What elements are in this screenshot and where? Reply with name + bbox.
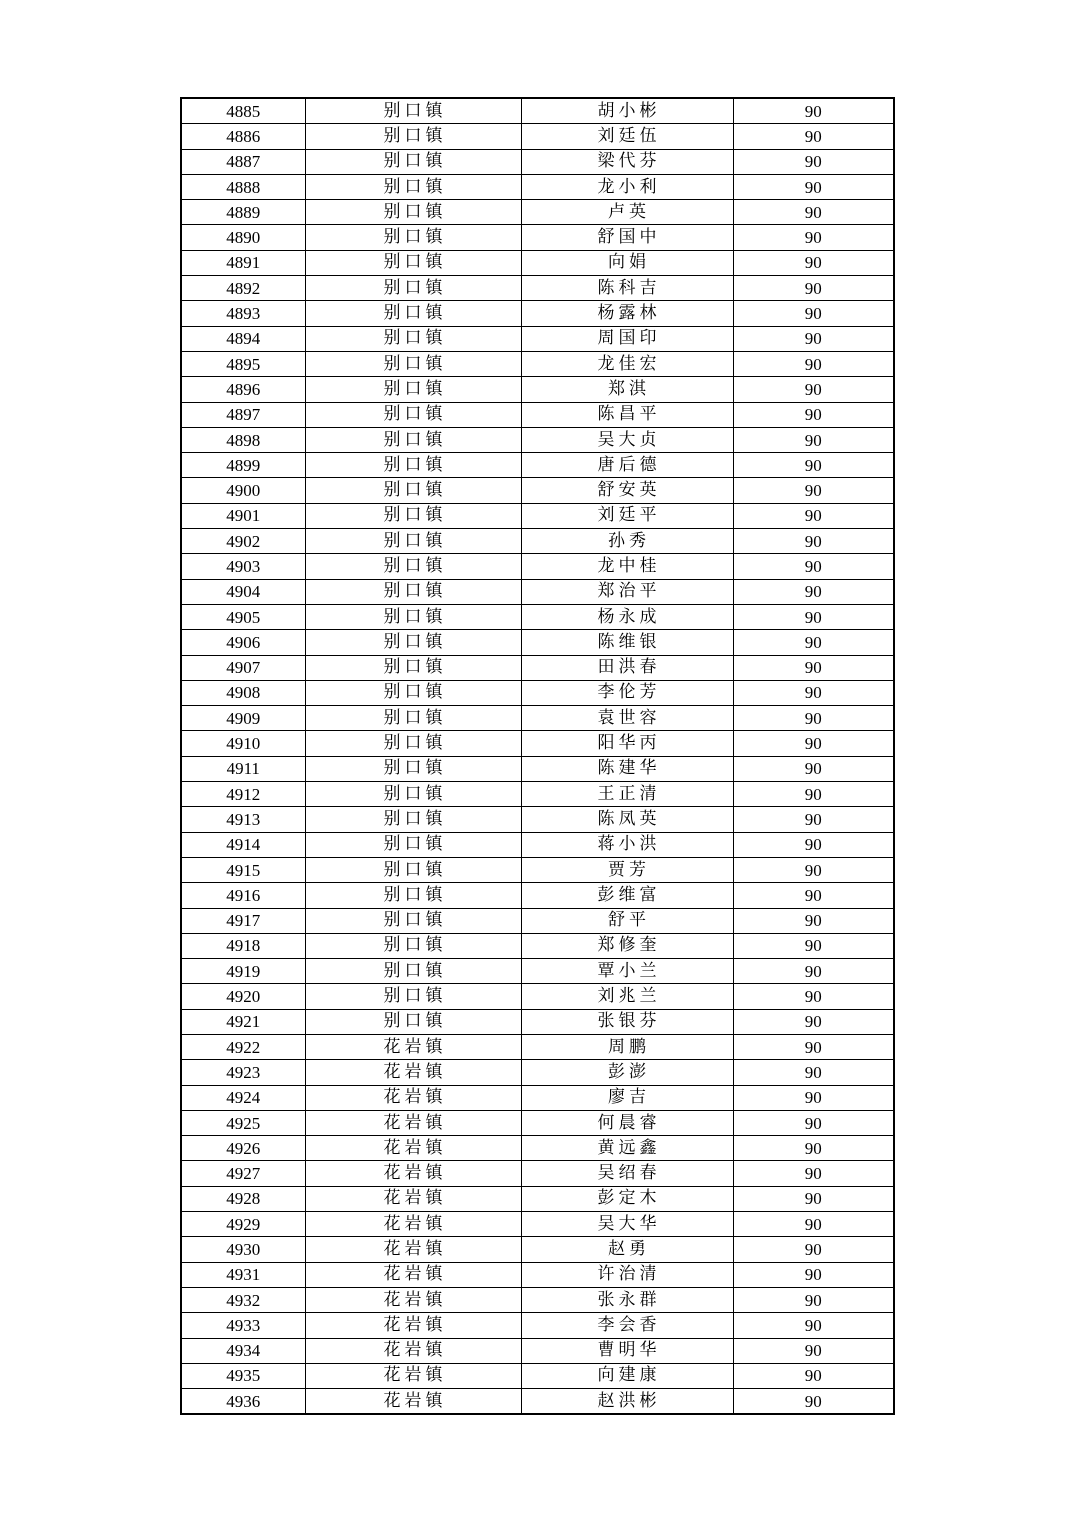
cell-town: 花岩镇	[305, 1085, 521, 1110]
cell-town: 别口镇	[305, 604, 521, 629]
cell-amount: 90	[733, 503, 894, 528]
cell-number: 4914	[181, 832, 305, 857]
cell-amount: 90	[733, 326, 894, 351]
cell-town: 别口镇	[305, 579, 521, 604]
cell-number: 4887	[181, 149, 305, 174]
cell-number: 4925	[181, 1110, 305, 1135]
cell-amount: 90	[733, 630, 894, 655]
cell-name: 许治清	[521, 1262, 733, 1287]
cell-amount: 90	[733, 984, 894, 1009]
cell-number: 4928	[181, 1186, 305, 1211]
cell-amount: 90	[733, 1338, 894, 1363]
cell-number: 4923	[181, 1060, 305, 1085]
table-row	[181, 1161, 894, 1186]
cell-number: 4897	[181, 402, 305, 427]
table-row	[181, 933, 894, 958]
cell-number: 4930	[181, 1237, 305, 1262]
cell-number: 4924	[181, 1085, 305, 1110]
cell-amount: 90	[733, 1237, 894, 1262]
cell-town: 别口镇	[305, 706, 521, 731]
cell-name: 向建康	[521, 1363, 733, 1388]
cell-number: 4893	[181, 301, 305, 326]
cell-name: 贾芳	[521, 857, 733, 882]
cell-number: 4931	[181, 1262, 305, 1287]
cell-town: 别口镇	[305, 959, 521, 984]
cell-name: 赵洪彬	[521, 1389, 733, 1415]
cell-number: 4918	[181, 933, 305, 958]
cell-amount: 90	[733, 250, 894, 275]
cell-number: 4908	[181, 680, 305, 705]
cell-amount: 90	[733, 680, 894, 705]
table-row	[181, 706, 894, 731]
cell-name: 龙中桂	[521, 554, 733, 579]
cell-amount: 90	[733, 98, 894, 124]
table-row	[181, 579, 894, 604]
cell-town: 别口镇	[305, 680, 521, 705]
cell-amount: 90	[733, 1009, 894, 1034]
table-row	[181, 1363, 894, 1388]
cell-number: 4910	[181, 731, 305, 756]
table-row	[181, 731, 894, 756]
cell-town: 别口镇	[305, 984, 521, 1009]
cell-name: 舒安英	[521, 478, 733, 503]
table-row	[181, 655, 894, 680]
cell-town: 花岩镇	[305, 1338, 521, 1363]
cell-amount: 90	[733, 959, 894, 984]
table-row	[181, 301, 894, 326]
cell-name: 向娟	[521, 250, 733, 275]
table-row	[181, 124, 894, 149]
cell-amount: 90	[733, 1186, 894, 1211]
cell-number: 4886	[181, 124, 305, 149]
table-row	[181, 200, 894, 225]
cell-town: 别口镇	[305, 200, 521, 225]
table-row	[181, 1287, 894, 1312]
cell-number: 4932	[181, 1287, 305, 1312]
cell-amount: 90	[733, 782, 894, 807]
cell-amount: 90	[733, 1389, 894, 1415]
cell-amount: 90	[733, 200, 894, 225]
table-row	[181, 630, 894, 655]
cell-town: 花岩镇	[305, 1161, 521, 1186]
cell-name: 吴大贞	[521, 427, 733, 452]
cell-town: 别口镇	[305, 883, 521, 908]
cell-number: 4907	[181, 655, 305, 680]
cell-name: 陈建华	[521, 756, 733, 781]
cell-name: 卢英	[521, 200, 733, 225]
cell-amount: 90	[733, 933, 894, 958]
cell-number: 4901	[181, 503, 305, 528]
cell-number: 4913	[181, 807, 305, 832]
cell-amount: 90	[733, 1313, 894, 1338]
cell-number: 4929	[181, 1212, 305, 1237]
cell-number: 4936	[181, 1389, 305, 1415]
cell-town: 花岩镇	[305, 1034, 521, 1059]
table-body	[181, 98, 894, 1414]
table-row	[181, 883, 894, 908]
cell-amount: 90	[733, 604, 894, 629]
table-row	[181, 1060, 894, 1085]
table-row	[181, 1186, 894, 1211]
cell-amount: 90	[733, 402, 894, 427]
cell-town: 别口镇	[305, 124, 521, 149]
cell-name: 周鹏	[521, 1034, 733, 1059]
table-row	[181, 453, 894, 478]
cell-number: 4909	[181, 706, 305, 731]
cell-amount: 90	[733, 1034, 894, 1059]
cell-number: 4903	[181, 554, 305, 579]
table-row	[181, 857, 894, 882]
cell-town: 花岩镇	[305, 1110, 521, 1135]
table-row	[181, 908, 894, 933]
cell-amount: 90	[733, 1212, 894, 1237]
cell-name: 彭澎	[521, 1060, 733, 1085]
cell-number: 4934	[181, 1338, 305, 1363]
cell-amount: 90	[733, 276, 894, 301]
cell-town: 花岩镇	[305, 1313, 521, 1338]
cell-name: 彭定木	[521, 1186, 733, 1211]
table-row	[181, 529, 894, 554]
cell-town: 别口镇	[305, 402, 521, 427]
cell-town: 别口镇	[305, 453, 521, 478]
cell-town: 别口镇	[305, 149, 521, 174]
cell-amount: 90	[733, 554, 894, 579]
cell-number: 4891	[181, 250, 305, 275]
cell-town: 花岩镇	[305, 1060, 521, 1085]
cell-town: 别口镇	[305, 857, 521, 882]
cell-amount: 90	[733, 174, 894, 199]
cell-town: 别口镇	[305, 377, 521, 402]
cell-amount: 90	[733, 301, 894, 326]
cell-amount: 90	[733, 1136, 894, 1161]
cell-town: 别口镇	[305, 276, 521, 301]
cell-town: 别口镇	[305, 427, 521, 452]
cell-name: 杨永成	[521, 604, 733, 629]
table-row	[181, 832, 894, 857]
cell-town: 别口镇	[305, 301, 521, 326]
cell-amount: 90	[733, 731, 894, 756]
cell-town: 别口镇	[305, 225, 521, 250]
table-row	[181, 984, 894, 1009]
cell-town: 别口镇	[305, 351, 521, 376]
cell-number: 4892	[181, 276, 305, 301]
cell-name: 龙小利	[521, 174, 733, 199]
cell-town: 花岩镇	[305, 1389, 521, 1415]
cell-town: 别口镇	[305, 554, 521, 579]
table-row	[181, 1009, 894, 1034]
table-row	[181, 959, 894, 984]
cell-amount: 90	[733, 1262, 894, 1287]
cell-town: 别口镇	[305, 731, 521, 756]
cell-name: 舒国中	[521, 225, 733, 250]
cell-town: 花岩镇	[305, 1287, 521, 1312]
cell-name: 胡小彬	[521, 98, 733, 124]
cell-amount: 90	[733, 478, 894, 503]
cell-name: 刘廷平	[521, 503, 733, 528]
cell-name: 张永群	[521, 1287, 733, 1312]
cell-number: 4933	[181, 1313, 305, 1338]
cell-name: 陈昌平	[521, 402, 733, 427]
cell-town: 花岩镇	[305, 1262, 521, 1287]
cell-amount: 90	[733, 1161, 894, 1186]
cell-name: 吴大华	[521, 1212, 733, 1237]
cell-town: 别口镇	[305, 1009, 521, 1034]
cell-amount: 90	[733, 377, 894, 402]
cell-number: 4920	[181, 984, 305, 1009]
cell-amount: 90	[733, 908, 894, 933]
table-row	[181, 1085, 894, 1110]
cell-number: 4915	[181, 857, 305, 882]
cell-number: 4896	[181, 377, 305, 402]
cell-number: 4919	[181, 959, 305, 984]
cell-name: 陈科吉	[521, 276, 733, 301]
cell-number: 4889	[181, 200, 305, 225]
cell-number: 4895	[181, 351, 305, 376]
cell-town: 别口镇	[305, 933, 521, 958]
cell-name: 刘兆兰	[521, 984, 733, 1009]
cell-town: 别口镇	[305, 174, 521, 199]
cell-amount: 90	[733, 1060, 894, 1085]
cell-town: 花岩镇	[305, 1136, 521, 1161]
cell-town: 别口镇	[305, 655, 521, 680]
cell-name: 陈维银	[521, 630, 733, 655]
cell-amount: 90	[733, 149, 894, 174]
cell-number: 4927	[181, 1161, 305, 1186]
cell-town: 别口镇	[305, 326, 521, 351]
cell-town: 花岩镇	[305, 1212, 521, 1237]
cell-amount: 90	[733, 1110, 894, 1135]
cell-town: 别口镇	[305, 756, 521, 781]
cell-name: 蒋小洪	[521, 832, 733, 857]
table-row	[181, 276, 894, 301]
cell-number: 4912	[181, 782, 305, 807]
table-row	[181, 1313, 894, 1338]
cell-name: 郑治平	[521, 579, 733, 604]
cell-amount: 90	[733, 756, 894, 781]
cell-number: 4922	[181, 1034, 305, 1059]
table-row	[181, 402, 894, 427]
cell-name: 彭维富	[521, 883, 733, 908]
cell-name: 吴绍春	[521, 1161, 733, 1186]
cell-name: 王正清	[521, 782, 733, 807]
cell-name: 梁代芬	[521, 149, 733, 174]
cell-number: 4921	[181, 1009, 305, 1034]
table-row	[181, 807, 894, 832]
table-row	[181, 174, 894, 199]
cell-number: 4899	[181, 453, 305, 478]
table-row	[181, 1237, 894, 1262]
cell-town: 别口镇	[305, 529, 521, 554]
cell-number: 4905	[181, 604, 305, 629]
cell-name: 刘廷伍	[521, 124, 733, 149]
table-row	[181, 1212, 894, 1237]
cell-town: 别口镇	[305, 250, 521, 275]
cell-number: 4888	[181, 174, 305, 199]
cell-name: 赵勇	[521, 1237, 733, 1262]
cell-number: 4926	[181, 1136, 305, 1161]
cell-number: 4898	[181, 427, 305, 452]
table-row	[181, 225, 894, 250]
cell-town: 别口镇	[305, 832, 521, 857]
table-row	[181, 326, 894, 351]
table-row	[181, 149, 894, 174]
cell-town: 花岩镇	[305, 1363, 521, 1388]
data-table	[180, 97, 895, 1415]
table-row	[181, 1110, 894, 1135]
cell-name: 舒平	[521, 908, 733, 933]
cell-name: 陈凤英	[521, 807, 733, 832]
table-row	[181, 1262, 894, 1287]
cell-name: 田洪春	[521, 655, 733, 680]
cell-number: 4900	[181, 478, 305, 503]
table-row	[181, 782, 894, 807]
table-row	[181, 478, 894, 503]
cell-name: 龙佳宏	[521, 351, 733, 376]
cell-town: 别口镇	[305, 98, 521, 124]
cell-town: 别口镇	[305, 782, 521, 807]
cell-name: 黄远鑫	[521, 1136, 733, 1161]
cell-name: 李伦芳	[521, 680, 733, 705]
table-row	[181, 1136, 894, 1161]
cell-name: 袁世容	[521, 706, 733, 731]
cell-amount: 90	[733, 706, 894, 731]
cell-name: 阳华丙	[521, 731, 733, 756]
cell-name: 郑淇	[521, 377, 733, 402]
cell-name: 曹明华	[521, 1338, 733, 1363]
table-row	[181, 377, 894, 402]
table-row	[181, 98, 894, 124]
cell-amount: 90	[733, 883, 894, 908]
cell-town: 别口镇	[305, 908, 521, 933]
cell-town: 别口镇	[305, 478, 521, 503]
cell-town: 别口镇	[305, 807, 521, 832]
cell-number: 4904	[181, 579, 305, 604]
cell-amount: 90	[733, 655, 894, 680]
cell-amount: 90	[733, 807, 894, 832]
cell-name: 张银芬	[521, 1009, 733, 1034]
table-row	[181, 604, 894, 629]
cell-amount: 90	[733, 857, 894, 882]
cell-name: 杨露林	[521, 301, 733, 326]
table-row	[181, 351, 894, 376]
cell-name: 覃小兰	[521, 959, 733, 984]
cell-amount: 90	[733, 351, 894, 376]
cell-amount: 90	[733, 832, 894, 857]
cell-name: 郑修奎	[521, 933, 733, 958]
cell-name: 唐后德	[521, 453, 733, 478]
table-row	[181, 503, 894, 528]
cell-town: 别口镇	[305, 503, 521, 528]
cell-name: 李会香	[521, 1313, 733, 1338]
cell-amount: 90	[733, 225, 894, 250]
cell-amount: 90	[733, 529, 894, 554]
cell-number: 4917	[181, 908, 305, 933]
table-row	[181, 427, 894, 452]
table-row	[181, 680, 894, 705]
cell-name: 何晨睿	[521, 1110, 733, 1135]
cell-name: 廖吉	[521, 1085, 733, 1110]
table-row	[181, 1034, 894, 1059]
table-row	[181, 250, 894, 275]
cell-amount: 90	[733, 427, 894, 452]
table-row	[181, 1338, 894, 1363]
cell-number: 4894	[181, 326, 305, 351]
cell-town: 花岩镇	[305, 1237, 521, 1262]
table-row	[181, 1389, 894, 1415]
cell-name: 孙秀	[521, 529, 733, 554]
cell-town: 别口镇	[305, 630, 521, 655]
cell-number: 4885	[181, 98, 305, 124]
table-row	[181, 756, 894, 781]
cell-town: 花岩镇	[305, 1186, 521, 1211]
cell-number: 4935	[181, 1363, 305, 1388]
cell-name: 周国印	[521, 326, 733, 351]
cell-amount: 90	[733, 124, 894, 149]
cell-amount: 90	[733, 453, 894, 478]
cell-number: 4906	[181, 630, 305, 655]
cell-amount: 90	[733, 1363, 894, 1388]
cell-number: 4916	[181, 883, 305, 908]
cell-number: 4890	[181, 225, 305, 250]
table-row	[181, 554, 894, 579]
cell-amount: 90	[733, 1085, 894, 1110]
cell-number: 4911	[181, 756, 305, 781]
cell-amount: 90	[733, 1287, 894, 1312]
cell-amount: 90	[733, 579, 894, 604]
cell-number: 4902	[181, 529, 305, 554]
